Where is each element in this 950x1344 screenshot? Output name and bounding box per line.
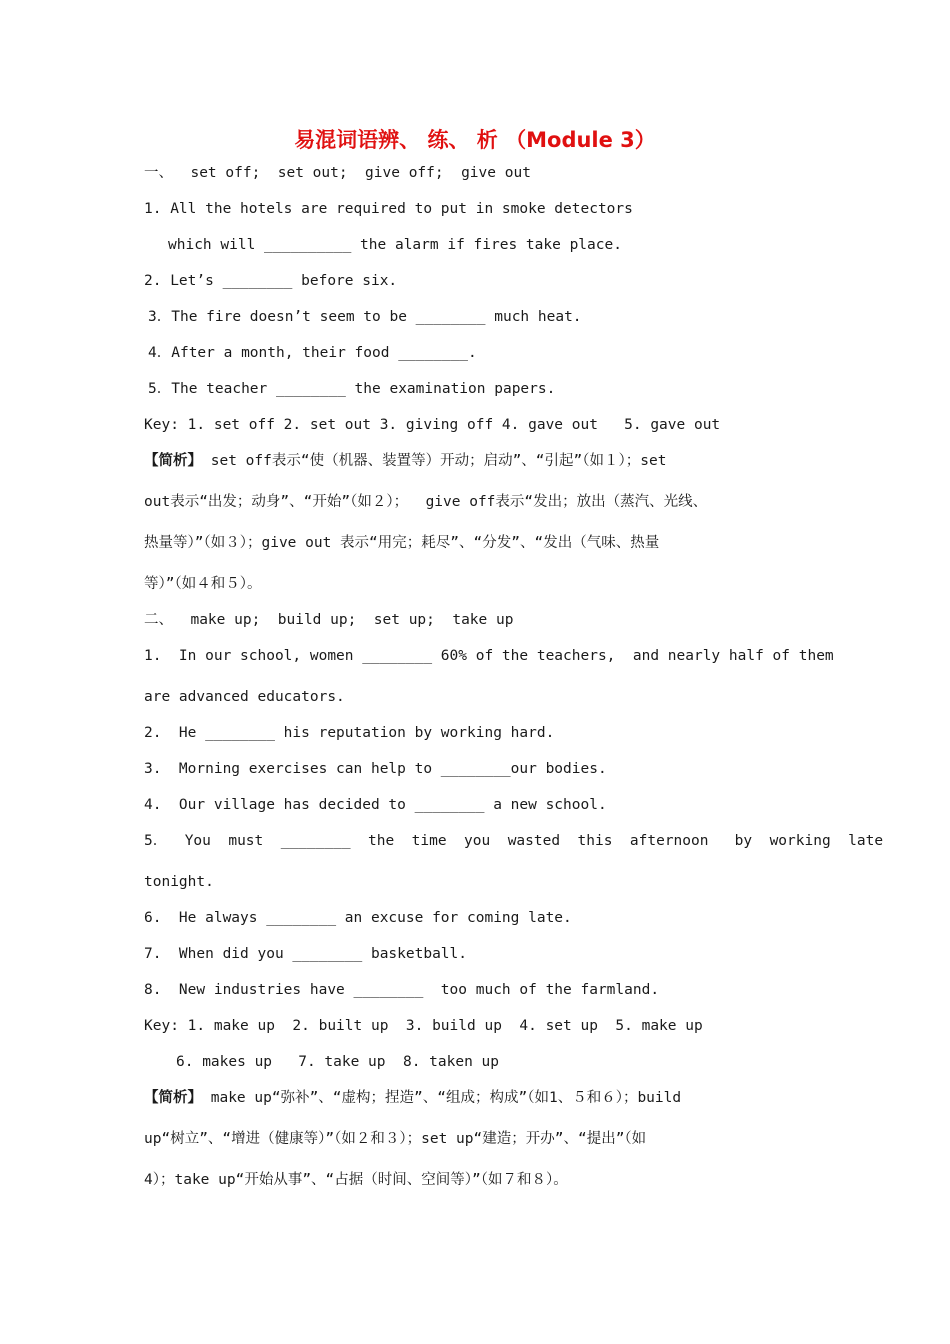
section1-question-1: 1. All the hotels are required to put in smoke detectors [144,201,633,217]
section2-analysis-line-2: up“树立”、“增进（健康等）”（如２和３）；set up“建造；开办”、“提出”（如 [144,1131,647,1147]
section1-analysis-line-4: 等）”（如４和５）。 [144,576,262,592]
section2-question-5: 5． You must ________ the time you wasted this afternoon by working late [144,833,884,849]
section1-heading: 一、 set off; set out; give off; give out [144,165,531,181]
section2-question-8: 8. New industries have ________ too much of the farmland. [144,982,660,998]
section2-question-2: 2. He ________ his reputation by working hard. [144,725,555,741]
section1-question-5: 5．The teacher ________ the examination papers. [148,381,556,397]
section1-analysis-text-1: set off表示“使（机器、装置等）开动；启动”、“引起”（如１）；set [202,453,667,469]
page-title: 易混词语辨、 练、 析 （Module 3） [294,128,656,152]
section1-analysis-label: 【简析】 [144,453,202,469]
section1-question-4: 4．After a month, their food ________. [148,345,477,361]
section2-question-3: 3. Morning exercises can help to ________our bodies. [144,761,607,777]
section2-question-1: 1. In our school, women ________ 60% of the teachers, and nearly half of them [144,648,834,664]
section2-heading: 二、 make up; build up; set up; take up [144,612,514,628]
section1-question-2: 2. Let’s ________ before six. [144,273,398,289]
section1-answer-key: Key: 1. set off 2. set out 3. giving off 4. gave out 5. gave out [144,417,721,433]
section1-analysis-line-2: out表示“出发；动身”、“开始”（如２）； give off表示“发出；放出（蒸汽、光线、 [144,494,708,510]
section2-question-6: 6. He always ________ an excuse for coming late. [144,910,572,926]
section2-question-7: 7. When did you ________ basketball. [144,946,468,962]
section2-question-4: 4. Our village has decided to ________ a new school. [144,797,607,813]
section2-analysis-line-1 [144,1088,681,1108]
section1-question-1-cont: which will __________ the alarm if fires take place. [168,237,622,253]
section1-question-3: 3．The fire doesn’t seem to be ________ much heat. [148,309,582,325]
section2-analysis-text-1: make up“弥补”、“虚构；捏造”、“组成；构成”（如1、５和６）；build [202,1090,682,1106]
section1-analysis-line-3: 热量等）”（如３）；give out 表示“用完；耗尽”、“分发”、“发出（气味、热量 [144,535,660,551]
section2-answer-key-cont: 6. makes up 7. take up 8. taken up [176,1054,500,1070]
section2-analysis-line-3: 4）；take up“开始从事”、“占据（时间、空间等）”（如７和８）。 [144,1172,568,1188]
section2-answer-key: Key: 1. make up 2. built up 3. build up 4. set up 5. make up [144,1018,703,1034]
section1-analysis-line-1 [144,451,666,471]
section2-question-5-cont: tonight. [144,874,214,890]
section2-question-1-cont: are advanced educators. [144,689,345,705]
section2-analysis-label: 【简析】 [144,1090,202,1106]
